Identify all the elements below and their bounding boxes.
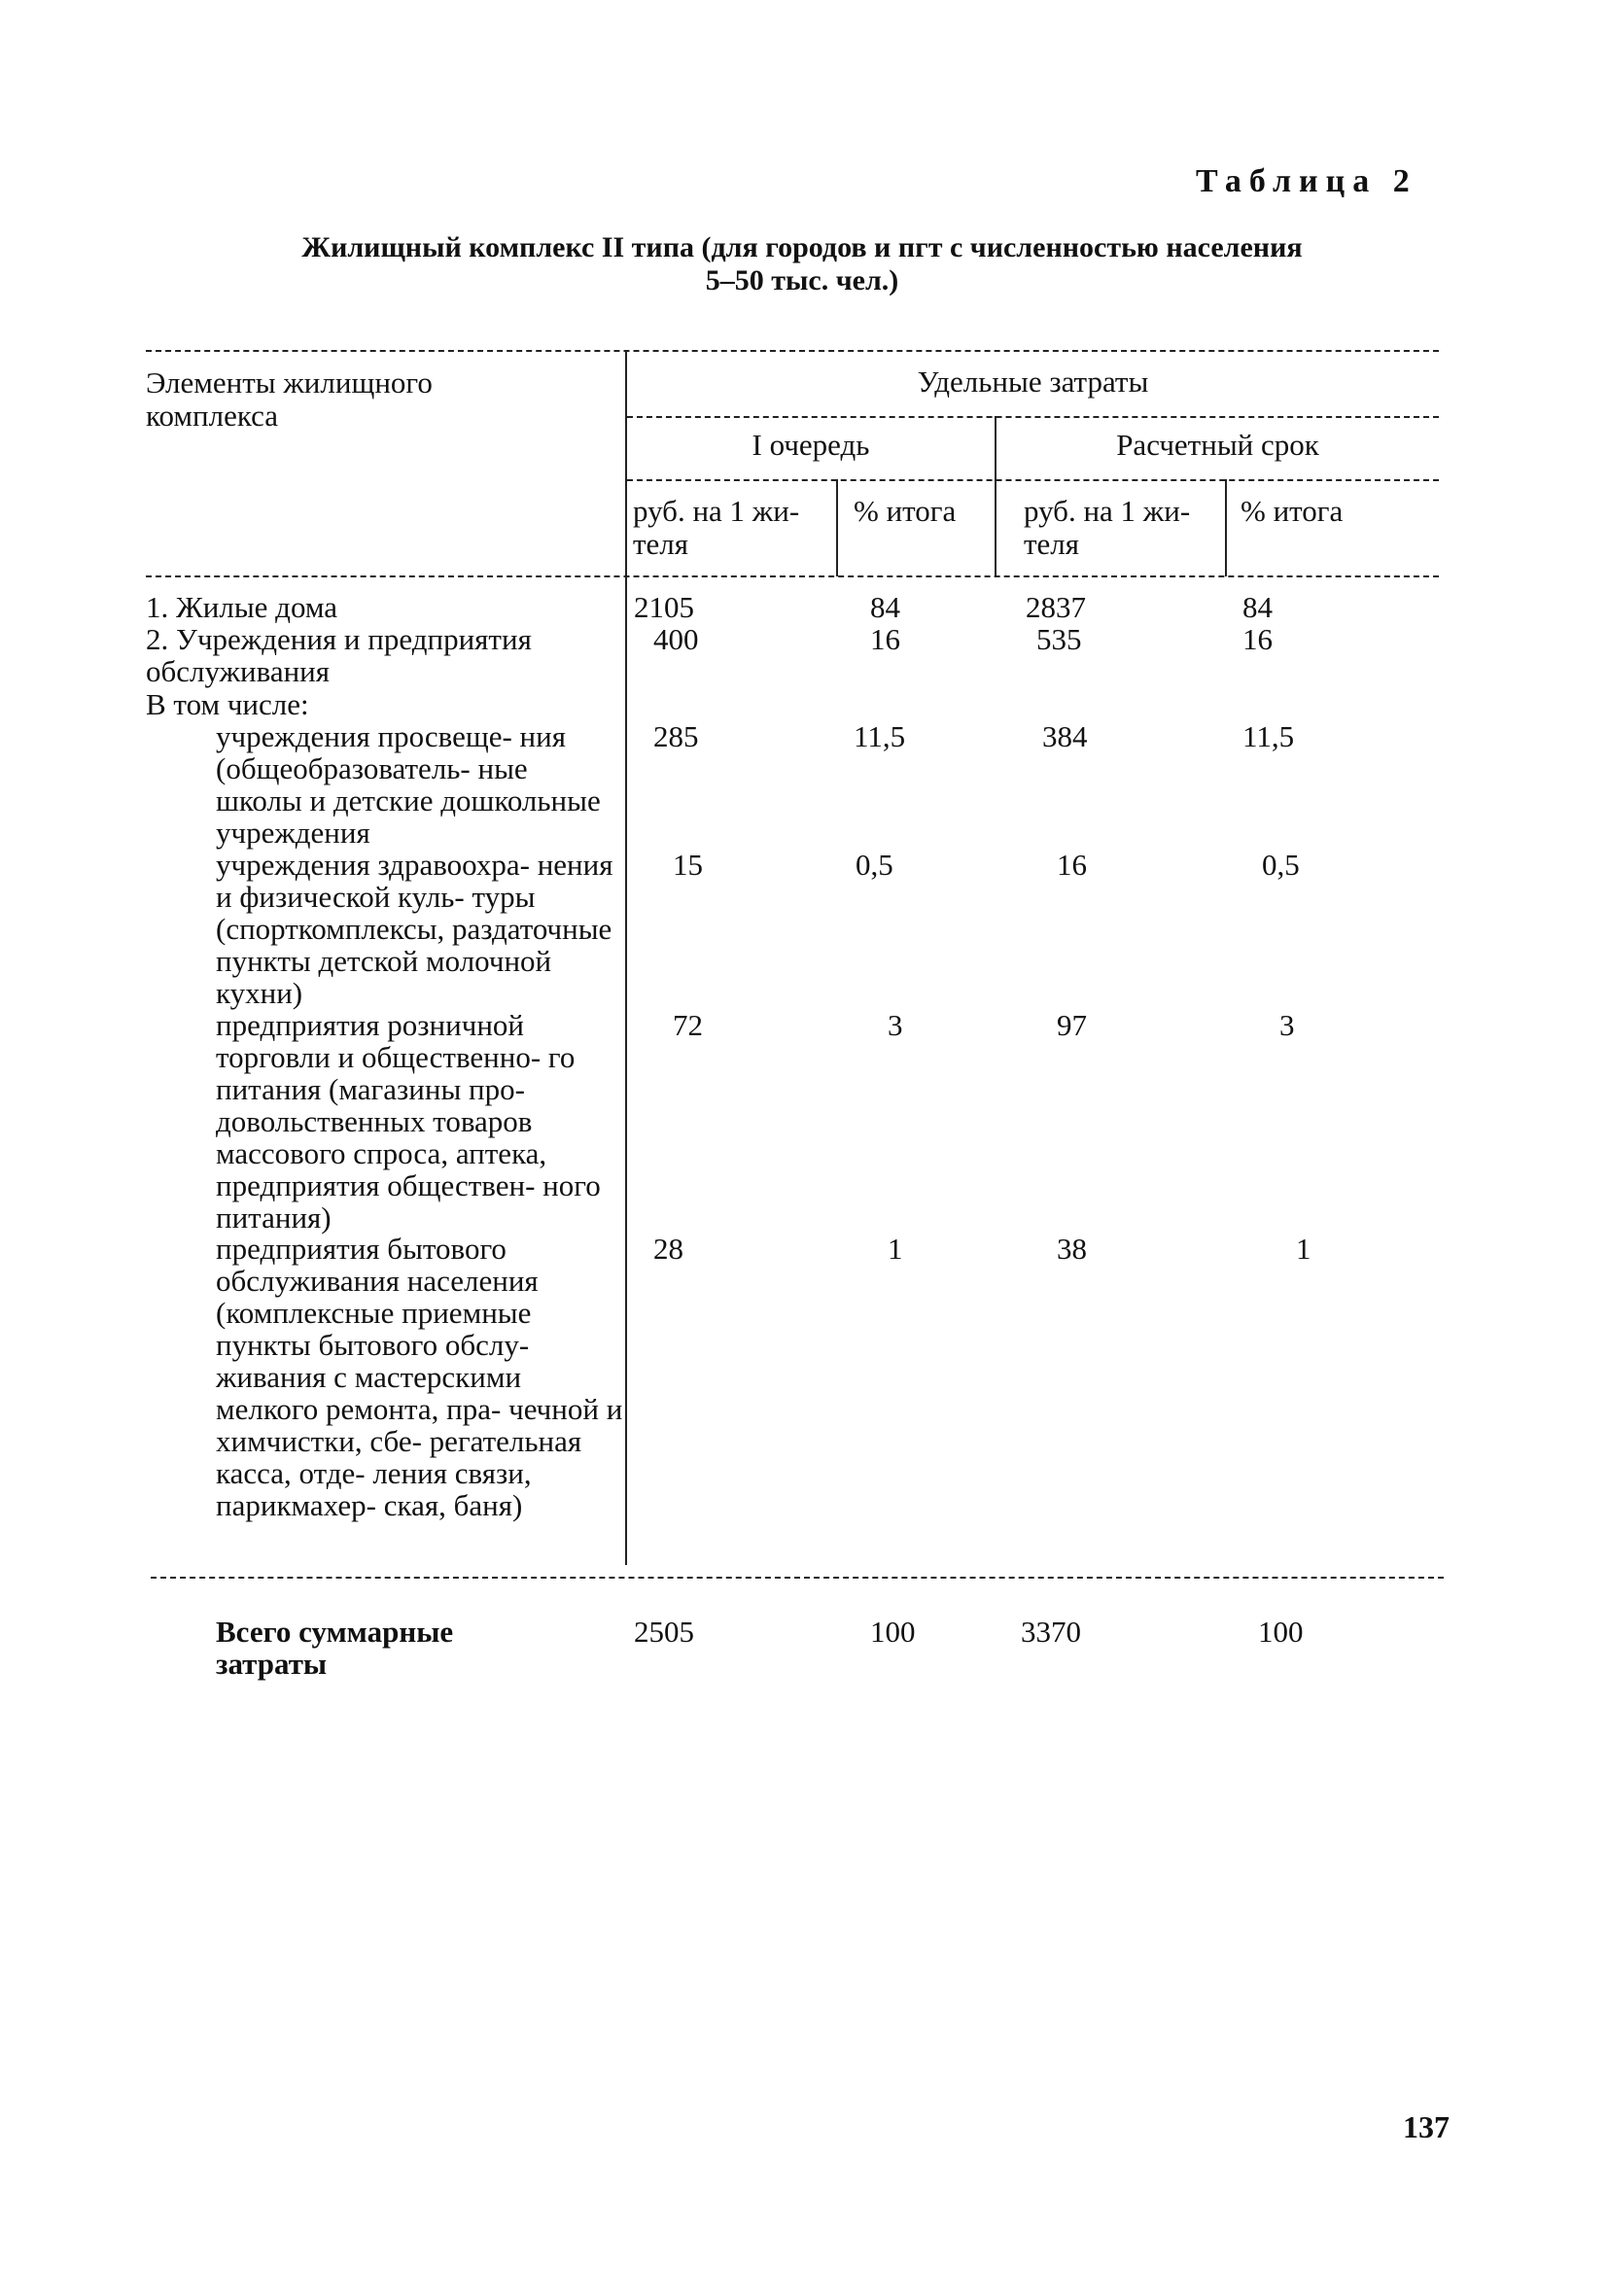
row-label: учреждения здравоохра- нения и физической куль- туры (спорткомплексы, раздаточные пункты детской молочной кухни): [216, 848, 613, 1010]
row-percent-stage1: 84: [870, 590, 900, 624]
subheader-percent-stage1: % итога: [854, 494, 957, 528]
column-header-unit-costs: Удельные затраты: [917, 365, 1149, 399]
row-rub-design-term: 535: [1036, 622, 1082, 656]
row-rub-design-term: 97: [1057, 1008, 1087, 1042]
stage1-subdivider: [836, 479, 838, 576]
row-percent-design-term: 16: [1242, 622, 1273, 656]
row-label: предприятия бытового обслуживания населения (комплексные приемные пункты бытового обслу- живания с мастерскими мелкого ремонта, пра- чечной и химчистки, сбе- регательная касса, отде- ления связи, парикмахер- ская, баня): [216, 1232, 623, 1522]
total-label: Всего суммарные затраты: [216, 1615, 454, 1681]
row-label: 1. Жилые дома: [146, 590, 338, 624]
row-percent-stage1: 0,5: [856, 848, 893, 882]
subheader-percent-design-term: % итога: [1241, 494, 1344, 528]
table-top-rule: [146, 350, 1439, 352]
caption-line-2: 5–50 тыс. чел.): [705, 264, 899, 296]
column-header-design-term: Расчетный срок: [1116, 428, 1319, 462]
column-header-stage1: I очередь: [752, 428, 870, 462]
caption-line-1: Жилищный комплекс II типа (для городов и пгт с численностью населения: [301, 231, 1303, 263]
row-rub-stage1: 28: [653, 1232, 683, 1266]
header-bottom-rule: [146, 575, 1439, 577]
row-rub-stage1: 285: [653, 719, 699, 753]
row-percent-stage1: 3: [888, 1008, 903, 1042]
page-number: 137: [1403, 2109, 1450, 2144]
row-percent-design-term: 1: [1296, 1232, 1311, 1266]
row-percent-stage1: 1: [888, 1232, 903, 1266]
row-label: В том числе:: [146, 687, 309, 721]
row-rub-stage1: 72: [673, 1008, 703, 1042]
total-rub-design-term: 3370: [1021, 1615, 1081, 1649]
table-caption: [185, 231, 1419, 297]
total-rub-stage1: 2505: [634, 1615, 694, 1649]
total-rule: [151, 1577, 1444, 1579]
subheader-rule: [627, 479, 1439, 481]
row-rub-design-term: 2837: [1026, 590, 1086, 624]
subheader-rub-design-term: руб. на 1 жи- теля: [1024, 494, 1191, 561]
total-percent-stage1: 100: [870, 1615, 916, 1649]
row-rub-stage1: 15: [673, 848, 703, 882]
column-header-elements: Элементы жилищного комплекса: [146, 365, 433, 433]
row-rub-design-term: 16: [1057, 848, 1087, 882]
row-label: предприятия розничной торговли и общественно- го питания (магазины про- довольственных товаров массового спроса, аптека, предприятия обществен- ного питания): [216, 1008, 601, 1235]
row-percent-design-term: 0,5: [1262, 848, 1300, 882]
total-percent-design-term: 100: [1258, 1615, 1304, 1649]
table-label: Таблица 2: [1196, 163, 1417, 199]
subheader-rub-stage1: руб. на 1 жи- теля: [633, 494, 800, 561]
row-rub-design-term: 38: [1057, 1232, 1087, 1266]
row-rub-stage1: 2105: [634, 590, 694, 624]
row-rub-stage1: 400: [653, 622, 699, 656]
row-percent-stage1: 11,5: [854, 719, 906, 753]
unit-costs-rule: [627, 416, 1439, 418]
row-percent-design-term: 11,5: [1242, 719, 1295, 753]
row-percent-stage1: 16: [870, 622, 900, 656]
row-percent-design-term: 3: [1279, 1008, 1295, 1042]
row-label: 2. Учреждения и предприятия обслуживания: [146, 622, 532, 688]
row-label: учреждения просвеще- ния (общеобразователь- ные школы и детские дошкольные учреждения: [216, 719, 601, 850]
row-rub-design-term: 384: [1042, 719, 1088, 753]
row-percent-design-term: 84: [1242, 590, 1273, 624]
design-term-subdivider: [1225, 479, 1227, 576]
